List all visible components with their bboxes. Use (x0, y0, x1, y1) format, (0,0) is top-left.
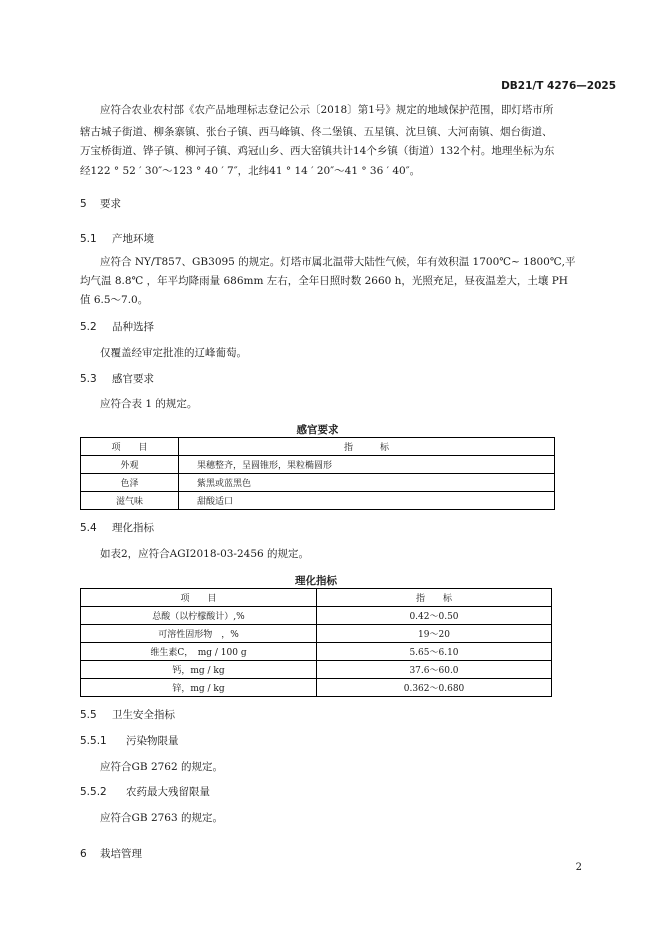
table-row (81, 625, 552, 643)
section-number: 6 (80, 848, 87, 860)
sec5-1-line-3: 值 6.5～7.0。 (80, 294, 149, 306)
table-row (81, 474, 555, 492)
section-5-5-heading (80, 707, 175, 722)
section-number: 5.5 (80, 709, 97, 721)
intro-line-4: 经122 ° 52 ′ 30″～123 ° 40 ′ 7″，北纬41 ° 14 ′ 20″～41 ° 36 ′ 40″。 (80, 165, 421, 177)
table1-caption: 感官要求 (296, 424, 339, 436)
section-title: 栽培管理 (100, 848, 142, 860)
table-cell: 0.42～0.50 (317, 607, 552, 625)
page-number: 2 (575, 862, 582, 873)
section-title: 品种选择 (112, 321, 154, 333)
sec5-5-1-text: 应符合GB 2762 的规定。 (100, 761, 224, 773)
table-row (81, 607, 552, 625)
intro-line-3: 万宝桥街道、铧子镇、柳河子镇、鸡冠山乡、西大窑镇共计14个乡镇（街道）132个村。地理坐标为东 (80, 145, 555, 157)
table-row (81, 661, 552, 679)
intro-line-1: 应符合农业农村部《农产品地理标志登记公示〔2018〕第1号》规定的地域保护范围，即灯塔市所 (100, 104, 554, 116)
section-number: 5.5.2 (80, 786, 107, 798)
table-cell: 紫黑或蓝黑色 (179, 474, 555, 492)
table-header-row (81, 589, 552, 607)
section-number: 5 (80, 198, 87, 210)
table-cell: 19～20 (317, 625, 552, 643)
table-header-cell: 项 目 (81, 438, 179, 456)
section-number: 5.1 (80, 233, 97, 245)
table-cell: 0.362～0.680 (317, 679, 552, 697)
table-cell: 甜酸适口 (179, 492, 555, 510)
section-title: 产地环境 (112, 233, 154, 245)
table-cell: 可溶性固形物 ，% (81, 625, 317, 643)
section-5-1-heading (80, 231, 154, 246)
sec5-4-text: 如表2，应符合AGI2018-03-2456 的规定。 (100, 548, 310, 560)
section-5-5-1-heading (80, 733, 179, 748)
sec5-1-line-2: 均气温 8.8℃ ，年平均降雨量 686mm 左右，全年日照时数 2660 h，光照充足，昼夜温差大，土壤 PH (80, 275, 568, 287)
section-5-5-2-heading (80, 784, 210, 799)
intro-line-2: 辖古城子街道、柳条寨镇、张台子镇、西马峰镇、佟二堡镇、五星镇、沈旦镇、大河南镇、烟台街道、 (80, 126, 553, 138)
table-cell: 锌，mg / kg (81, 679, 317, 697)
section-title: 感官要求 (112, 373, 154, 385)
sensory-requirements-table (80, 437, 555, 510)
table-cell: 钙，mg / kg (81, 661, 317, 679)
section-number: 5.2 (80, 321, 97, 333)
sec5-5-2-text: 应符合GB 2763 的规定。 (100, 812, 224, 824)
table-row (81, 456, 555, 474)
section-number: 5.3 (80, 373, 97, 385)
table-cell: 5.65～6.10 (317, 643, 552, 661)
section-5-4-heading (80, 520, 154, 535)
table-cell: 色泽 (81, 474, 179, 492)
section-title: 理化指标 (112, 522, 154, 534)
table-header-cell: 指 标 (317, 589, 552, 607)
section-title: 卫生安全指标 (112, 709, 175, 721)
table-row (81, 492, 555, 510)
table-cell: 维生素C， mg / 100 g (81, 643, 317, 661)
table-cell: 总酸（以柠檬酸计）,% (81, 607, 317, 625)
table-row (81, 679, 552, 697)
sec5-2-text: 仅覆盖经审定批准的辽峰葡萄。 (100, 347, 247, 359)
table-cell: 外观 (81, 456, 179, 474)
table-header-row (81, 438, 555, 456)
section-title: 污染物限量 (126, 735, 179, 747)
section-number: 5.5.1 (80, 735, 107, 747)
table-cell: 果穗整齐，呈圆锥形，果粒椭圆形 (179, 456, 555, 474)
document-id: DB21/T 4276—2025 (501, 80, 616, 92)
table-row (81, 643, 552, 661)
table2-caption: 理化指标 (295, 575, 337, 587)
table-header-cell: 项 目 (81, 589, 317, 607)
section-number: 5.4 (80, 522, 97, 534)
sec5-3-text: 应符合表 1 的规定。 (100, 398, 198, 410)
section-5-heading (80, 196, 121, 211)
table-cell: 滋气味 (81, 492, 179, 510)
section-5-3-heading (80, 371, 154, 386)
section-title: 农药最大残留限量 (126, 786, 210, 798)
section-title: 要求 (100, 198, 121, 210)
section-6-heading (80, 846, 142, 861)
sec5-1-line-1: 应符合 NY/T857、GB3095 的规定。灯塔市属北温带大陆性气候，年有效积温 1700℃~ 1800℃,平 (100, 256, 576, 268)
table-cell: 37.6～60.0 (317, 661, 552, 679)
table-header-cell: 指 标 (179, 438, 555, 456)
physicochemical-table (80, 588, 552, 697)
section-5-2-heading (80, 319, 154, 334)
